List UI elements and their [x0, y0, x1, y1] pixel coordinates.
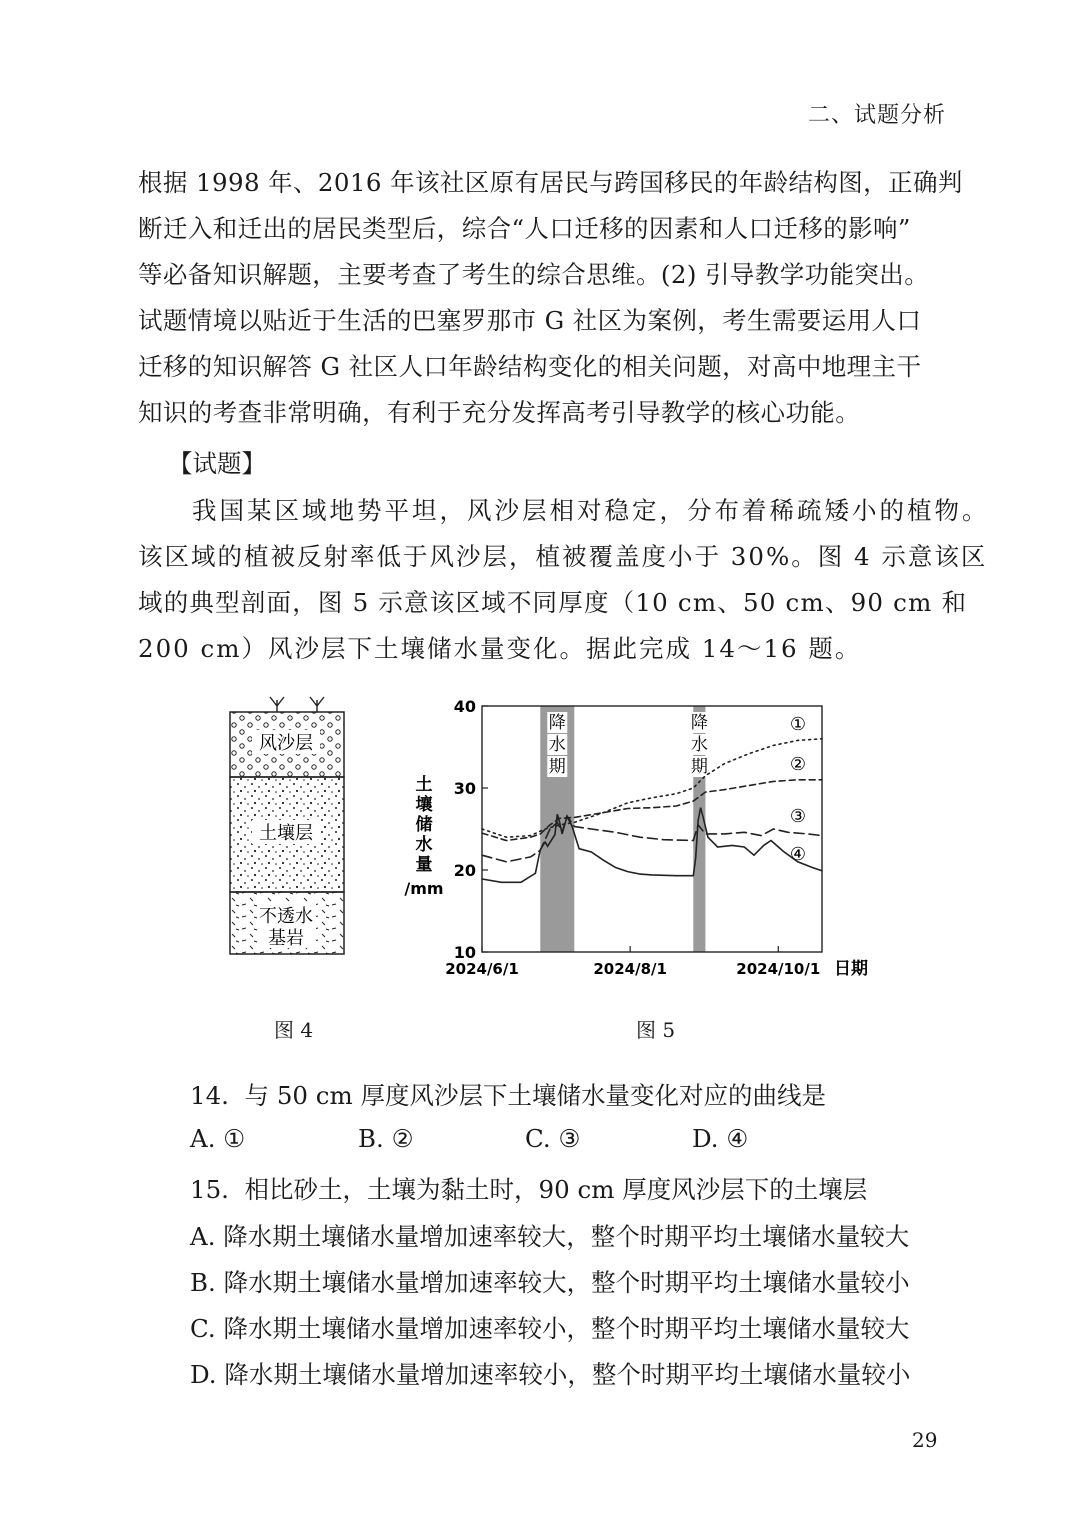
sand-layer-label: 风沙层 [259, 733, 313, 754]
figure4-caption: 图 4 [274, 1018, 314, 1042]
curve-label: ② [789, 754, 807, 775]
x-axis-label: 日期 [834, 959, 868, 979]
y-axis-label [416, 774, 434, 875]
paragraph-line: 等必备知识解题，主要考查了考生的综合思维。(2) 引导教学功能突出。 [138, 260, 930, 289]
y-tick-label: 10 [453, 943, 476, 962]
analysis-paragraph [138, 160, 963, 436]
y-axis-unit: /mm [404, 879, 444, 898]
series-line-③ [482, 816, 822, 862]
soil-layer-label: 土壤层 [259, 823, 313, 844]
stem-line: 200 cm）风沙层下土壤储水量变化。据此完成 14～16 题。 [138, 634, 862, 663]
question-number: 14. [190, 1081, 229, 1110]
option-a[interactable]: A. ① [190, 1124, 246, 1153]
figure4-soil-profile [222, 686, 352, 961]
paragraph-line: 根据 1998 年、2016 年该社区原有居民与跨国移民的年龄结构图，正确判 [138, 168, 963, 197]
paragraph-line: 试题情境以贴近于生活的巴塞罗那市 G 社区为案例，考生需要运用人口 [138, 306, 922, 335]
rain-period-label: 期 [690, 757, 708, 777]
option-a[interactable]: A. 降水期土壤储水量增加速率较大，整个时期平均土壤储水量较大 [190, 1222, 910, 1251]
stem-line: 该区域的植被反射率低于风沙层，植被覆盖度小于 30%。图 4 示意该区 [138, 542, 988, 571]
y-label-char: 壤 [415, 795, 433, 815]
rain-period-label: 水 [690, 735, 708, 755]
y-tick-label: 20 [453, 861, 476, 880]
question-15 [190, 1171, 867, 1206]
y-label-char: 土 [415, 775, 433, 795]
x-tick-label: 2024/6/1 [445, 960, 519, 978]
curve-labels [790, 714, 806, 865]
option-b[interactable]: B. 降水期土壤储水量增加速率较大，整个时期平均土壤储水量较小 [190, 1268, 910, 1297]
rain-period-label: 水 [548, 735, 566, 755]
rain-period-label: 期 [548, 757, 566, 777]
y-tick-label: 30 [453, 779, 476, 798]
series-line-① [482, 739, 822, 837]
bedrock-label-line2: 基岩 [268, 928, 304, 949]
x-tick-label: 2024/10/1 [736, 960, 821, 978]
paragraph-line: 断迁入和迁出的居民类型后，综合“人口迁移的因素和人口迁移的影响” [138, 214, 911, 243]
question-text: 与 50 cm 厚度风沙层下土壤储水量变化对应的曲线是 [244, 1081, 827, 1110]
rain-period-label: 降 [548, 713, 566, 733]
page-number: 29 [912, 1428, 938, 1452]
stem-line: 我国某区域地势平坦，风沙层相对稳定，分布着稀疏矮小的植物。 [192, 496, 990, 525]
series-line-④ [482, 808, 822, 883]
section-title: 二、试题分析 [807, 103, 946, 128]
rain-period-label: 降 [690, 713, 708, 733]
figure5-chart [400, 690, 890, 990]
paragraph-line: 知识的考查非常明确，有利于充分发挥高考引导教学的核心功能。 [138, 398, 861, 427]
option-c[interactable]: C. 降水期土壤储水量增加速率较小，整个时期平均土壤储水量较大 [190, 1314, 910, 1343]
axis-ticks [445, 697, 820, 978]
question-stem [138, 488, 990, 672]
y-tick-label: 40 [453, 697, 476, 716]
curve-label: ④ [789, 844, 807, 865]
question-number: 15. [190, 1175, 229, 1204]
paragraph-line: 迁移的知识解答 G 社区人口年龄结构变化的相关问题，对高中地理主干 [138, 352, 922, 381]
y-label-char: 量 [415, 855, 433, 875]
stem-line: 域的典型剖面，图 5 示意该区域不同厚度（10 cm、50 cm、90 cm 和 [138, 588, 968, 617]
option-b[interactable]: B. ② [358, 1124, 414, 1153]
plot-frame [482, 706, 822, 952]
series-line-② [482, 780, 822, 841]
curve-label: ① [789, 714, 807, 735]
bedrock-label-line1: 不透水 [259, 906, 313, 927]
option-c[interactable]: C. ③ [525, 1124, 581, 1153]
figure5-caption: 图 5 [636, 1018, 676, 1042]
curve-label: ③ [789, 806, 807, 827]
question-label: 【试题】 [168, 449, 266, 478]
option-d[interactable]: D. ④ [692, 1124, 749, 1153]
y-label-char: 水 [415, 835, 433, 855]
plant-icon [270, 697, 324, 712]
question-text: 相比砂土，土壤为黏土时，90 cm 厚度风沙层下的土壤层 [244, 1175, 868, 1204]
question-14 [190, 1077, 826, 1112]
series-lines [482, 739, 822, 883]
y-label-char: 储 [415, 815, 433, 835]
rain-periods [540, 706, 709, 952]
x-tick-label: 2024/8/1 [593, 960, 667, 978]
option-d[interactable]: D. 降水期土壤储水量增加速率较小，整个时期平均土壤储水量较小 [190, 1360, 911, 1389]
